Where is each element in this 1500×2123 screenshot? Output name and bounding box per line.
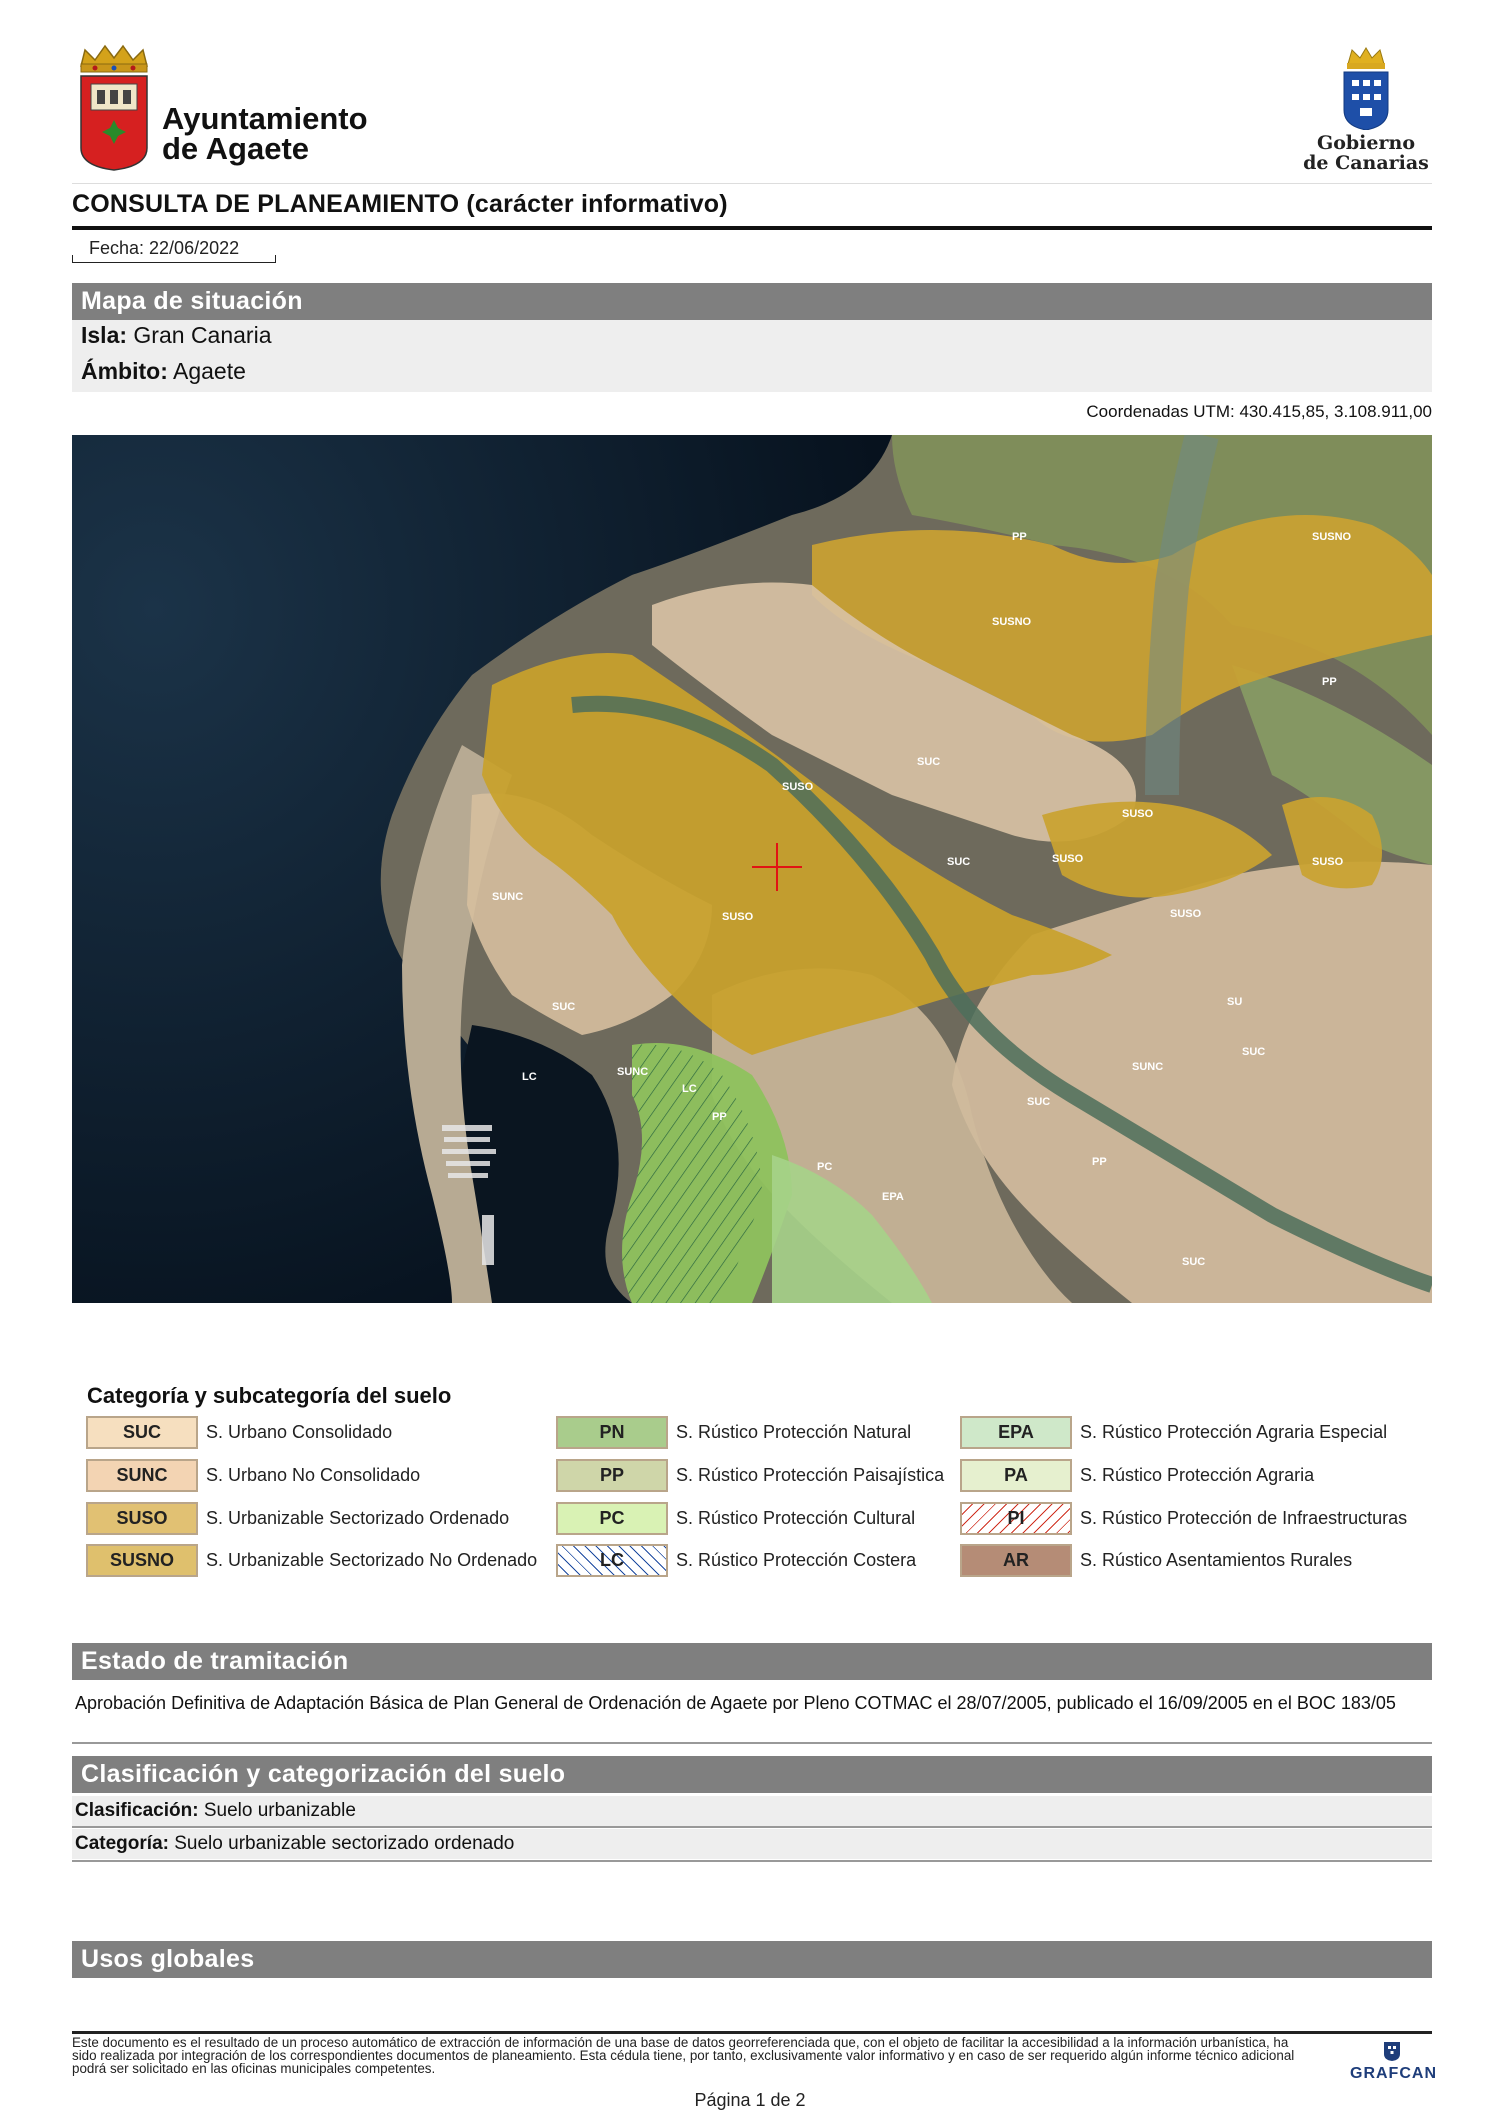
legend-label-suc: S. Urbano Consolidado (206, 1422, 393, 1442)
utm-coordinates: Coordenadas UTM: 430.415,85, 3.108.911,00 (1086, 402, 1432, 421)
map-label-suc-6: SUC (1182, 1256, 1206, 1268)
government-logo (1338, 44, 1394, 130)
map-label-sunc-3: SUNC (1132, 1061, 1164, 1073)
municipal-coat-of-arms (75, 40, 153, 172)
map-label-suc-4: SUC (1027, 1096, 1051, 1108)
page-number: Página 1 de 2 (694, 2090, 806, 2110)
legend-label-pn: S. Rústico Protección Natural (676, 1422, 912, 1442)
government-name-line2: de Canarias (1303, 152, 1429, 174)
legend-label-epa: S. Rústico Protección Agraria Especial (1080, 1422, 1388, 1442)
categoria-row (72, 1829, 1432, 1859)
clasificacion-row (72, 1796, 1432, 1826)
grafcan-logo-icon (1382, 2040, 1402, 2067)
legend-swatch-pc: PC (556, 1502, 668, 1535)
map-label-suso-5: SUSO (1052, 853, 1084, 865)
legend-label-ar: S. Rústico Asentamientos Rurales (1080, 1550, 1353, 1570)
map-label-suso-3: SUSO (1122, 808, 1154, 820)
legend-swatch-pn: PN (556, 1416, 668, 1449)
map-label-suso: SUSO (782, 781, 814, 793)
map-label-suso-6: SUSO (1170, 908, 1202, 920)
ambito-value: Agaete (173, 358, 246, 384)
legend-label-susno: S. Urbanizable Sectorizado No Ordenado (206, 1550, 538, 1570)
footer-disclaimer: Este documento es el resultado de un proceso automático de extracción de información de una base de datos georreferenciada que, con el objeto de facilitar la accesibilidad a la información urbanística, ha sido realizada por integración de los correspondientes documentos de planeamiento. Esta cédula tiene, por tanto, exclusivamente valor informativo y en caso de ser requerido algún informe técnico adicional podrá ser solicitado en las oficinas municipales competentes. (72, 2035, 1295, 2076)
page-title-qualifier: (carácter informativo) (466, 190, 728, 218)
categoria-rule (72, 1860, 1432, 1862)
section-header-clasificacion: Clasificación y categorización del suelo (72, 1756, 1432, 1793)
isla-value: Gran Canaria (133, 322, 272, 348)
municipality-name-line2: de Agaete (162, 131, 310, 166)
legend-label-pp: S. Rústico Protección Paisajística (676, 1465, 945, 1485)
page-title-main: CONSULTA DE PLANEAMIENTO (72, 190, 460, 218)
legend-swatch-epa: EPA (960, 1416, 1072, 1449)
map-label-suc-3: SUC (552, 1001, 576, 1013)
page-title (72, 190, 728, 219)
legend-swatch-pi: PI (960, 1502, 1072, 1535)
map-label-pp-2: PP (1322, 676, 1337, 688)
map-label-suso-2: SUSO (722, 911, 754, 923)
categoria-value: Suelo urbanizable sectorizado ordenado (174, 1833, 515, 1854)
legend-swatch-susno: SUSNO (86, 1544, 198, 1577)
situacion-panel (72, 320, 1432, 392)
date-box (72, 238, 276, 263)
map-label-pc: PC (817, 1161, 833, 1173)
legend-swatch-pp: PP (556, 1459, 668, 1492)
map-label-pp-4: PP (1092, 1156, 1107, 1168)
municipality-name-line1: Ayuntamiento (162, 101, 368, 136)
map-label-suc: SUC (917, 756, 941, 768)
isla-label: Isla: (81, 322, 128, 348)
map-label-su: SU (1227, 996, 1243, 1008)
categoria-label: Categoría: (75, 1833, 169, 1854)
date-text: Fecha: 22/06/2022 (89, 238, 240, 258)
map-label-sunc-2: SUNC (617, 1066, 649, 1078)
legend-swatch-suc: SUC (86, 1416, 198, 1449)
legend-label-sunc: S. Urbano No Consolidado (206, 1465, 421, 1485)
zoning-map[interactable] (72, 435, 1432, 1303)
legend-swatch-lc: LC (556, 1544, 668, 1577)
legend-swatch-sunc: SUNC (86, 1459, 198, 1492)
map-label-lc: LC (682, 1083, 697, 1095)
map-label-epa: EPA (882, 1191, 904, 1203)
map-label-pp-3: PP (712, 1111, 727, 1123)
isla-row (81, 322, 272, 349)
legend-swatch-suso: SUSO (86, 1502, 198, 1535)
map-label-susno-2: SUSNO (1312, 531, 1352, 543)
footer-rule (72, 2031, 1432, 2034)
legend-label-pi: S. Rústico Protección de Infraestructuras (1080, 1508, 1408, 1528)
map-label-pp: PP (1012, 531, 1027, 543)
legend-title: Categoría y subcategoría del suelo (87, 1383, 452, 1408)
map-label-lc-2: LC (522, 1071, 537, 1083)
grafcan-brand: GRAFCAN (1350, 2065, 1437, 2082)
section-header-tramitacion: Estado de tramitación (72, 1643, 1432, 1680)
map-label-suc-2: SUC (947, 856, 971, 868)
map-label-suso-4: SUSO (1312, 856, 1344, 868)
clasificacion-value: Suelo urbanizable (203, 1800, 356, 1821)
map-label-susno: SUSNO (992, 616, 1032, 628)
legend-label-lc: S. Rústico Protección Costera (676, 1550, 917, 1570)
legend-label-pa: S. Rústico Protección Agraria (1080, 1465, 1315, 1485)
legend-swatch-ar: AR (960, 1544, 1072, 1577)
clasificacion-label: Clasificación: (75, 1800, 199, 1821)
legend-grid (0, 1416, 1500, 1586)
map-label-suc-5: SUC (1242, 1046, 1266, 1058)
tramitacion-text: Aprobación Definitiva de Adaptación Básica de Plan General de Ordenación de Agaete por Pleno COTMAC el 28/07/2005, publicado el 16/09/2005 en el BOC 183/05 (75, 1693, 1396, 1713)
header-divider (72, 183, 1432, 184)
tramitacion-rule (72, 1742, 1432, 1744)
ambito-label: Ámbito: (81, 358, 168, 384)
map-label-sunc: SUNC (492, 891, 524, 903)
section-header-situacion: Mapa de situación (72, 283, 1432, 320)
government-name-line1: Gobierno (1317, 132, 1415, 154)
section-header-usos: Usos globales (72, 1941, 1432, 1978)
legend-swatch-pa: PA (960, 1459, 1072, 1492)
legend-label-suso: S. Urbanizable Sectorizado Ordenado (206, 1508, 510, 1528)
title-rule (72, 226, 1432, 230)
legend-label-pc: S. Rústico Protección Cultural (676, 1508, 916, 1528)
clasificacion-rule (72, 1826, 1432, 1828)
ambito-row (81, 358, 246, 385)
